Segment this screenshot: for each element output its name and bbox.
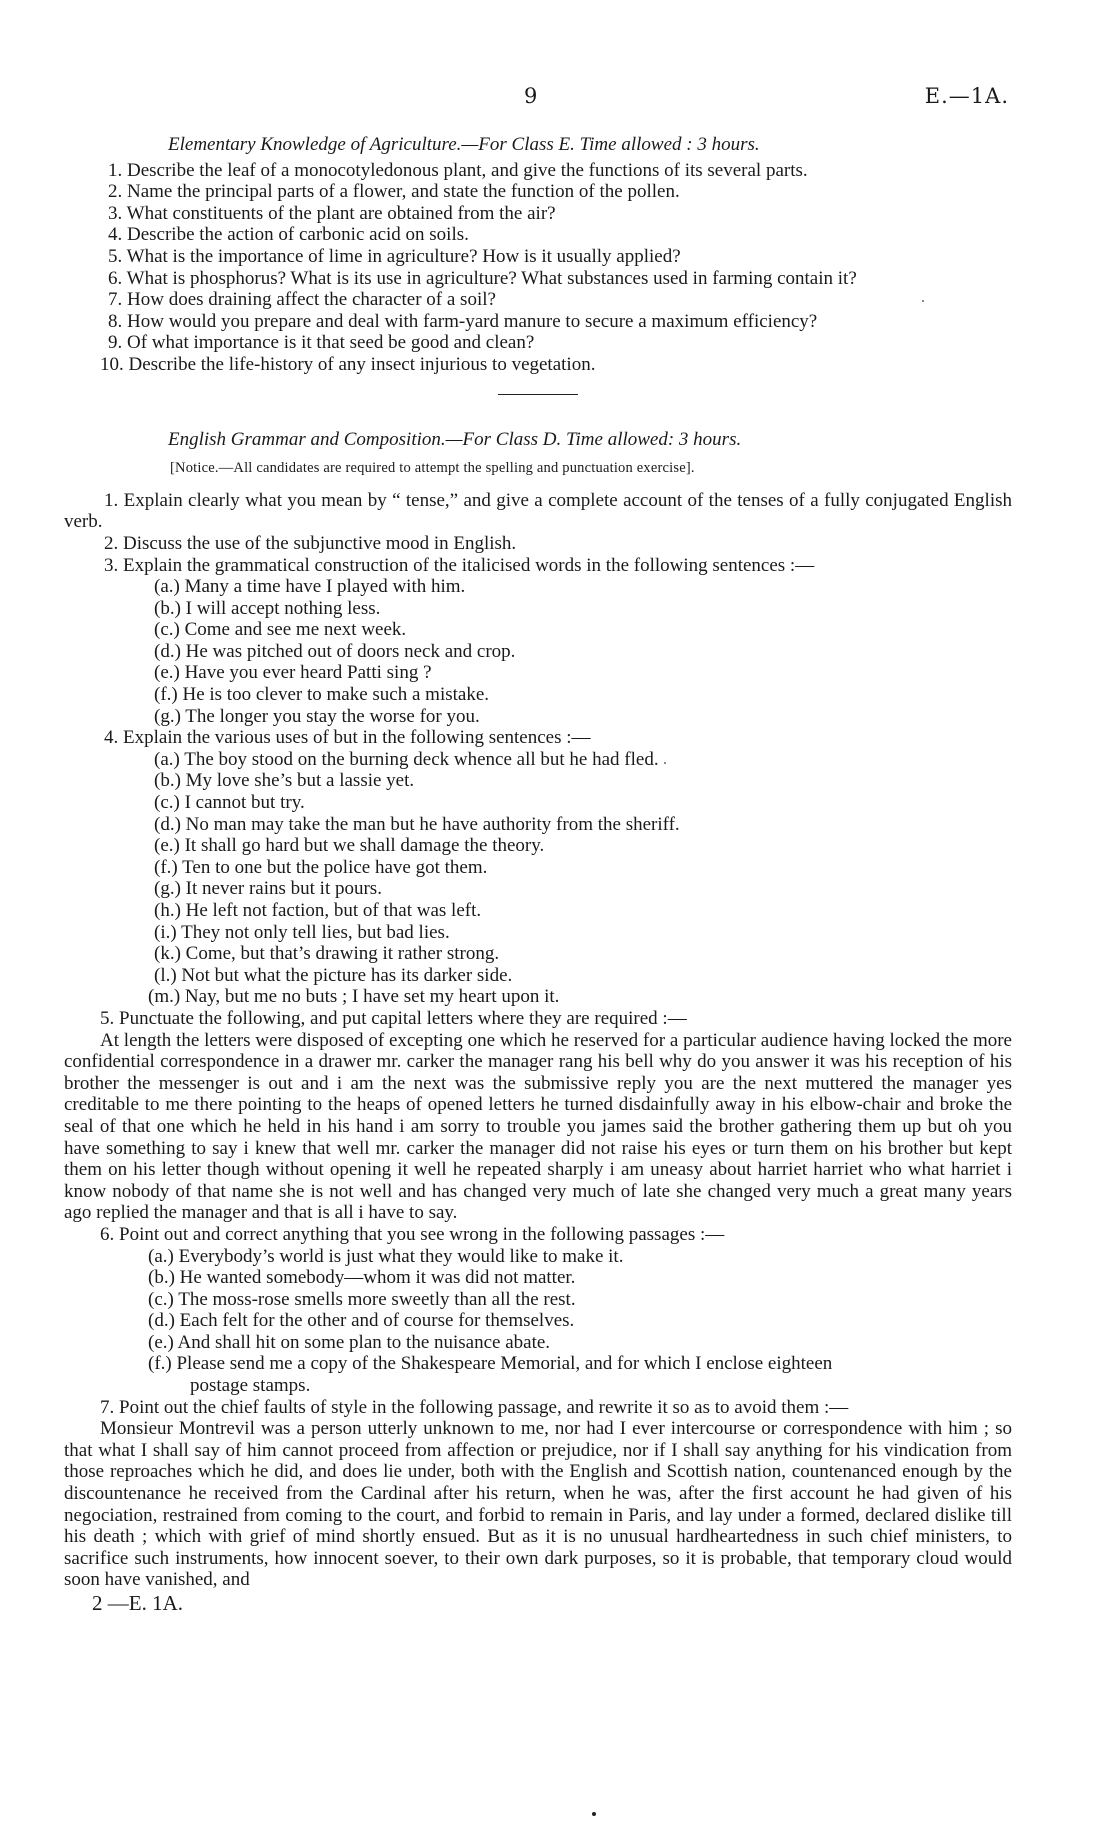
question: 10. Describe the life-history of any insect injurious to vegetation.	[100, 353, 596, 375]
question: 3. Explain the grammatical construction of the italicised words in the following sentences :—	[104, 554, 815, 576]
list-item: (m.) Nay, but me no buts ; I have set my heart upon it.	[148, 986, 560, 1008]
list-item: (i.) They not only tell lies, but bad lies.	[154, 921, 450, 943]
section-heading-grammar: English Grammar and Composition.—For Class D. Time allowed: 3 hours.	[168, 428, 742, 450]
list-item: (a.) The boy stood on the burning deck whence all but he had fled.	[154, 748, 659, 770]
list-item: (f.) He is too clever to make such a mistake.	[154, 684, 490, 706]
list-item: (k.) Come, but that’s drawing it rather strong.	[154, 943, 500, 965]
question: 7. How does draining affect the character of a soil?	[108, 289, 496, 311]
style-passage: Monsieur Montrevil was a person utterly unknown to me, nor had I ever intercourse or correspondence with him ; so that what I shall say of him cannot proceed from affection or prejudice, nor if I shall say anything for his vindication from those reproaches which he did, and does lie under, both with the English and Scottish nation, countenanced enough by the discountenance he received from the Cardinal after his return, when he was, after the first account he had given of his negociation, restrained from coming to the court, and forbid to remain in Paris, and lay under a formed, declared dislike till his death ; which with grief of mind shortly ensued. But as it is no unusual hardheartedness in such chief ministers, to sacrifice such instruments, how innocent soever, to their own dark purposes, so it is probable, that temporary cloud would soon have vanished, and	[64, 1418, 1012, 1591]
list-item: (c.) Come and see me next week.	[154, 619, 407, 641]
question: 8. How would you prepare and deal with farm-yard manure to secure a maximum efficiency?	[108, 310, 818, 332]
list-item: (e.) It shall go hard but we shall damage the theory.	[154, 835, 545, 857]
list-item: (e.) And shall hit on some plan to the nuisance abate.	[148, 1331, 551, 1353]
footer-signature: 2 —E. 1A.	[92, 1591, 183, 1615]
list-item: (c.) I cannot but try.	[154, 792, 305, 814]
question: 1. Explain clearly what you mean by “ tense,” and give a complete account of the tenses of a fully conjugated English verb.	[64, 489, 1012, 533]
question: 3. What constituents of the plant are obtained from the air?	[108, 202, 556, 224]
list-item: (g.) It never rains but it pours.	[154, 878, 382, 900]
list-item: (d.) Each felt for the other and of course for themselves.	[148, 1310, 575, 1332]
list-item: (d.) He was pitched out of doors neck and crop.	[154, 640, 516, 662]
question: 2. Name the principal parts of a flower, and state the function of the pollen.	[108, 181, 680, 203]
speck	[664, 762, 666, 764]
list-item: (a.) Everybody’s world is just what they would like to make it.	[148, 1245, 624, 1267]
list-item: (h.) He left not faction, but of that was left.	[154, 900, 482, 921]
question: 2. Discuss the use of the subjunctive mood in English.	[104, 532, 517, 554]
speck	[592, 1812, 596, 1816]
list-item: (a.) Many a time have I played with him.	[154, 576, 466, 598]
list-item: (c.) The moss-rose smells more sweetly than all the rest.	[148, 1288, 576, 1310]
question: 5. Punctuate the following, and put capital letters where they are required :—	[100, 1007, 687, 1029]
list-item: (d.) No man may take the man but he have authority from the sheriff.	[154, 813, 680, 835]
list-item: (g.) The longer you stay the worse for you.	[154, 705, 480, 727]
list-item: (b.) My love she’s but a lassie yet.	[154, 770, 415, 792]
question: 6. Point out and correct anything that you see wrong in the following passages :—	[100, 1223, 725, 1245]
question: 1. Describe the leaf of a monocotyledonous plant, and give the functions of its several parts.	[108, 159, 808, 181]
punctuation-passage: At length the letters were disposed of excepting one which he reserved for a particular audience having locked the more confidential correspondence in a drawer mr. carker the manager rang his bell why do you answer it was his reception of his brother the messenger is out and i am the next was the submissive reply you are the next muttered the manager yes creditable to me there pointing to the heaps of opened letters he turned disdainfully away in his elbow-chair and broke the seal of that one which he held in his hand i am sorry to trouble you james said the brother gathering them up but oh you have something to say i knew that well mr. carker the manager did not raise his eyes or turn them on his brother but kept them on his letter though without opening it well he repeated sharply i am uneasy about harriet harriet who what harriet i know nobody of that name she is not well and has changed very much of late she changed very much a great many years ago replied the manager and that is all i have to say.	[64, 1029, 1012, 1224]
question: 7. Point out the chief faults of style in the following passage, and rewrite it so as to avoid them :—	[100, 1396, 849, 1418]
list-item: (b.) I will accept nothing less.	[154, 597, 381, 619]
list-item: (l.) Not but what the picture has its darker side.	[154, 964, 513, 986]
section-heading-agriculture: Elementary Knowledge of Agriculture.—For Class E. Time allowed : 3 hours.	[168, 134, 760, 155]
question: 4. Describe the action of carbonic acid on soils.	[108, 224, 469, 246]
question: 4. Explain the various uses of but in the following sentences :—	[104, 727, 591, 749]
page-number: 9	[524, 84, 538, 108]
list-item: (f.) Ten to one but the police have got them.	[154, 856, 488, 878]
document-body	[64, 134, 1012, 1615]
list-item: (e.) Have you ever heard Patti sing ?	[154, 662, 432, 684]
question: 6. What is phosphorus? What is its use in agriculture? What substances used in farming contain it?	[108, 267, 857, 289]
question: 5. What is the importance of lime in agriculture? How is it usually applied?	[108, 245, 681, 267]
list-item: (b.) He wanted somebody—whom it was did not matter.	[148, 1267, 576, 1289]
document-code: E.—1A.	[924, 84, 1009, 108]
list-item: (f.) Please send me a copy of the Shakespeare Memorial, and for which I enclose eighteen	[148, 1353, 833, 1375]
list-item-continuation: postage stamps.	[190, 1375, 311, 1397]
question: 9. Of what importance is it that seed be good and clean?	[108, 332, 535, 354]
notice: [Notice.—All candidates are required to attempt the spelling and punctuation exercise].	[170, 460, 695, 477]
speck	[922, 300, 924, 302]
